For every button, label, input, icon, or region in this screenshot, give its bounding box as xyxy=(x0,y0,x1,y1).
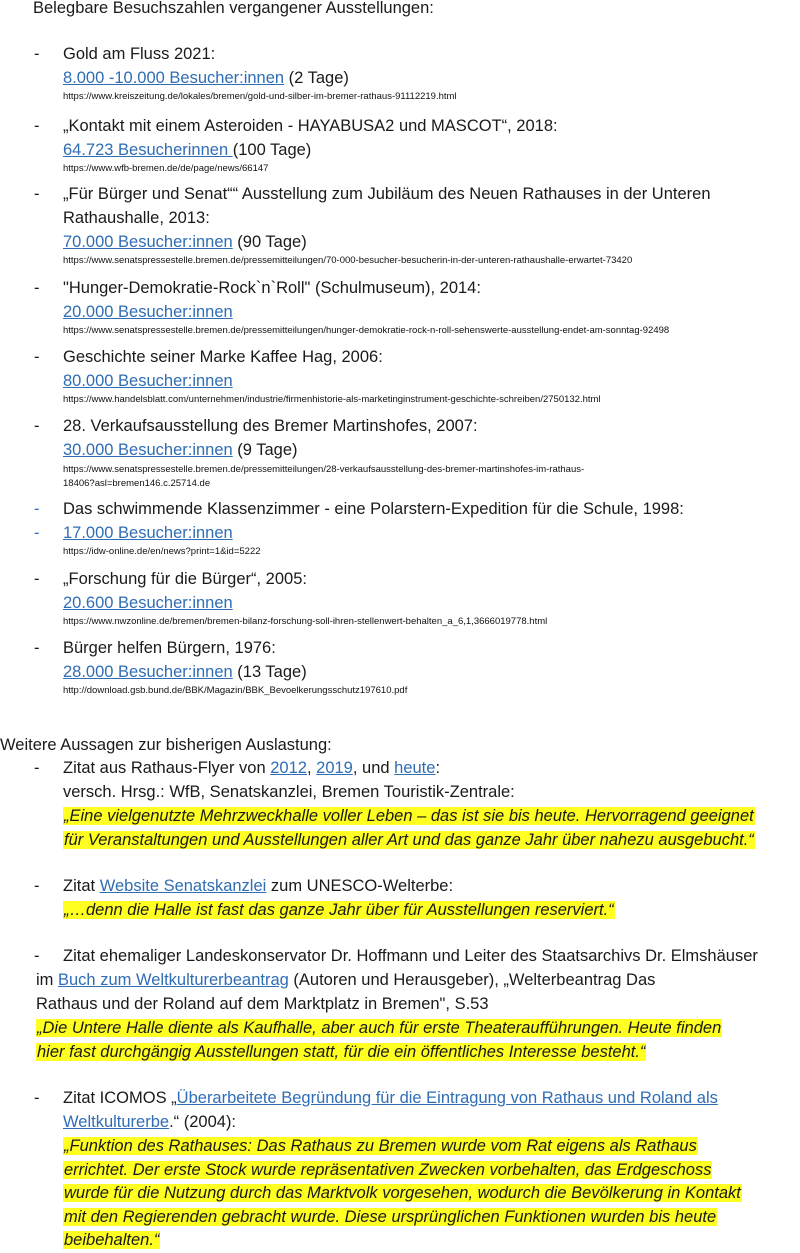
exhibition-title: 28. Verkaufsausstellung des Bremer Martinshofes, 2007: xyxy=(63,417,478,435)
source-url-line1: https://www.senatspressestelle.bremen.de/pressemitteilungen/28-verkaufsausstellung-des-bremer-martinshofes-im-rathaus- xyxy=(63,464,585,475)
source-url: https://www.senatspressestelle.bremen.de/pressemitteilungen/hunger-demokratie-rock-n-roll-sehenswerte-ausstellung-endet-am-sonntag-92498 xyxy=(63,325,670,336)
exhibition-item xyxy=(63,42,798,104)
text: (Autoren und Herausgeber), „Welterbeantrag Das xyxy=(288,971,656,989)
separator: , und xyxy=(352,759,395,777)
highlighted-quote-line: mit den Regierenden gebracht wurde. Diese ursprünglichen Funktionen wurden bis heute xyxy=(64,1207,717,1226)
visitors-link[interactable]: 17.000 Besucher:innen xyxy=(63,524,233,542)
link-icomos-begruendung[interactable]: Überarbeitete Begründung für die Eintragung von Rathaus und Roland als xyxy=(176,1089,718,1107)
quote-item-book-cont xyxy=(36,968,798,1064)
highlighted-quote-line: „…denn die Halle ist fast das ganze Jahr über für Ausstellungen reserviert.“ xyxy=(64,901,614,919)
exhibition-item xyxy=(63,497,798,559)
link-heute[interactable]: heute xyxy=(394,759,436,777)
visitors-link[interactable]: 8.000 -10.000 Besucher:innen xyxy=(63,69,285,87)
link-website-senatskanzlei[interactable]: Website Senatskanzlei xyxy=(99,877,267,895)
highlighted-quote-line: hier fast durchgängig Ausstellungen statt, für die ein öffentliches Interesse besteht.“ xyxy=(37,1042,646,1061)
bullet-dash: - xyxy=(34,877,40,895)
exhibition-title: „Forschung für die Bürger“, 2005: xyxy=(63,570,307,588)
exhibition-title: „Kontakt mit einem Asteroiden - HAYABUSA2 und MASCOT“, 2018: xyxy=(63,117,558,135)
duration: (100 Tage) xyxy=(232,141,312,159)
bullet-dash: - xyxy=(34,570,40,588)
exhibition-title-line1: „Für Bürger und Senat““ Ausstellung zum Jubiläum des Neuen Rathauses in der Unteren xyxy=(63,185,711,203)
link-buch-weltkulturerbeantrag[interactable]: Buch zum Weltkulturerbeantrag xyxy=(58,971,289,989)
highlighted-quote-line: wurde für die Nutzung durch das Marktvolk vorgesehen, wodurch die Bevölkerung in Kontakt xyxy=(64,1184,741,1202)
exhibition-title: Gold am Fluss 2021: xyxy=(63,45,216,63)
heading-past-exhibitions: Belegbare Besuchszahlen vergangener Ausstellungen: xyxy=(33,0,434,17)
highlighted-quote-line: errichtet. Der erste Stock wurde repräsentativen Zwecken vorbehalten, das Erdgeschoss xyxy=(64,1160,712,1179)
link-2019[interactable]: 2019 xyxy=(316,759,353,777)
visitors-link[interactable]: 28.000 Besucher:innen xyxy=(63,663,233,681)
text: .“ (2004): xyxy=(169,1113,237,1131)
bullet-dash: - xyxy=(34,117,40,135)
source-url: https://www.handelsblatt.com/unternehmen/industrie/firmenhistorie-als-marketinginstrument-geschichte-schreiben/2750132.html xyxy=(63,394,601,405)
exhibition-item xyxy=(63,182,798,268)
duration: (2 Tage) xyxy=(284,69,349,87)
bullet-dash: - xyxy=(34,417,40,435)
bullet-dash: - xyxy=(34,45,40,63)
source-url: https://idw-online.de/en/news?print=1&id=5222 xyxy=(63,546,261,557)
text: im xyxy=(36,971,58,989)
source-url: https://www.wfb-bremen.de/de/page/news/66147 xyxy=(63,163,269,174)
highlighted-quote-line: für Veranstaltungen und Ausstellungen aller Art und das ganze Jahr über nahezu ausgebucht.“ xyxy=(64,830,754,849)
highlighted-quote-line: „Eine vielgenutzte Mehrzweckhalle voller Leben – das ist sie bis heute. Hervorragend geeignet xyxy=(64,807,754,825)
quote-intro: Zitat xyxy=(63,877,100,895)
visitors-link[interactable]: 80.000 Besucher:innen xyxy=(63,372,233,390)
exhibition-title: Bürger helfen Bürgern, 1976: xyxy=(63,639,276,657)
bullet-dash: - xyxy=(34,524,40,542)
quote-attribution-line3: Rathaus und der Roland auf dem Marktplatz in Bremen", S.53 xyxy=(36,995,489,1013)
visitors-link[interactable]: 20.000 Besucher:innen xyxy=(63,303,233,321)
exhibition-item xyxy=(63,567,798,629)
quote-item-flyer xyxy=(63,756,798,852)
source-url: http://download.gsb.bund.de/BBK/Magazin/BBK_Bevoelkerungsschutz197610.pdf xyxy=(63,685,408,696)
highlighted-quote-line: beibehalten.“ xyxy=(64,1231,160,1249)
highlighted-quote-line: „Die Untere Halle diente als Kaufhalle, aber auch für erste Theateraufführungen. Heute finden xyxy=(37,1019,722,1037)
visitors-link[interactable]: 30.000 Besucher:innen xyxy=(63,441,233,459)
bullet-dash: - xyxy=(34,185,40,203)
bullet-dash: - xyxy=(34,1089,40,1107)
duration: (13 Tage) xyxy=(232,663,307,681)
source-url: https://www.kreiszeitung.de/lokales/bremen/gold-und-silber-im-bremer-rathaus-91112219.html xyxy=(63,91,457,102)
separator: , xyxy=(306,759,317,777)
bullet-dash: - xyxy=(34,947,40,965)
publisher-line: versch. Hrsg.: WfB, Senatskanzlei, Bremen Touristik-Zentrale: xyxy=(63,783,515,801)
quote-attribution-line1: Zitat ehemaliger Landeskonservator Dr. Hoffmann und Leiter des Staatsarchivs Dr. Elmshäuser xyxy=(63,947,758,965)
highlighted-quote-line: „Funktion des Rathauses: Das Rathaus zu Bremen wurde vom Rat eigens als Rathaus xyxy=(64,1137,697,1155)
visitors-link[interactable]: 70.000 Besucher:innen xyxy=(63,233,233,251)
colon: : xyxy=(435,759,441,777)
quote-intro: Zitat aus Rathaus-Flyer von xyxy=(63,759,271,777)
bullet-dash: - xyxy=(34,759,40,777)
exhibition-item xyxy=(63,276,798,338)
quote-intro-rest: zum UNESCO-Welterbe: xyxy=(266,877,454,895)
exhibition-title: "Hunger-Demokratie-Rock`n`Roll" (Schulmuseum), 2014: xyxy=(63,279,481,297)
bullet-dash: - xyxy=(34,639,40,657)
link-2012[interactable]: 2012 xyxy=(270,759,307,777)
exhibition-item xyxy=(63,636,798,698)
visitors-link[interactable]: 64.723 Besucherinnen xyxy=(63,141,233,159)
source-url-line2: 18406?asl=bremen146.c.25714.de xyxy=(63,478,211,489)
exhibition-title: Das schwimmende Klassenzimmer - eine Polarstern-Expedition für die Schule, 1998: xyxy=(63,500,684,518)
source-url: https://www.senatspressestelle.bremen.de/pressemitteilungen/70-000-besucher-besucherin-in-der-unteren-rathaushalle-erwartet-73420 xyxy=(63,255,633,266)
exhibition-item xyxy=(63,414,798,491)
quote-item-website xyxy=(63,874,798,923)
duration: (9 Tage) xyxy=(232,441,298,459)
duration: (90 Tage) xyxy=(232,233,307,251)
exhibition-item xyxy=(63,114,798,176)
link-icomos-begruendung-cont[interactable]: Weltkulturerbe xyxy=(63,1113,170,1131)
bullet-dash: - xyxy=(34,500,40,518)
quote-item-book xyxy=(63,944,798,968)
visitors-link[interactable]: 20.600 Besucher:innen xyxy=(63,594,233,612)
exhibition-title: Geschichte seiner Marke Kaffee Hag, 2006: xyxy=(63,348,383,366)
quote-item-icomos xyxy=(63,1086,798,1253)
bullet-dash: - xyxy=(34,348,40,366)
exhibition-title-line2: Rathaushalle, 2013: xyxy=(63,209,210,227)
source-url: https://www.nwzonline.de/bremen/bremen-bilanz-forschung-soll-ihren-stellenwert-behalten_a_6,1,3666019778.html xyxy=(63,616,548,627)
heading-further-statements: Weitere Aussagen zur bisherigen Auslastung: xyxy=(0,736,332,754)
bullet-dash: - xyxy=(34,279,40,297)
quote-intro: Zitat ICOMOS „ xyxy=(63,1089,177,1107)
exhibition-item xyxy=(63,345,798,407)
